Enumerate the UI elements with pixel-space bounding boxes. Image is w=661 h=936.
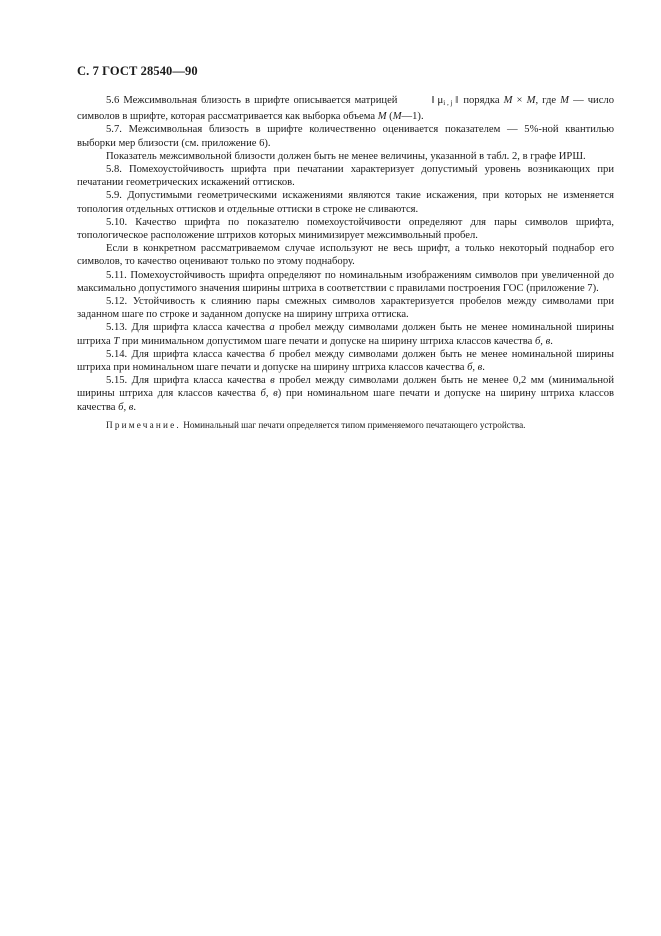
note-label: Примечание.	[106, 419, 181, 430]
note-text: Номинальный шаг печати определяется типом применяемого печатающего устройства.	[183, 419, 526, 430]
document-body	[77, 94, 614, 431]
paragraph-5-9: 5.9. Допустимыми геометрическими искажениями являются такие искажения, при которых не изменяется топология отдельных оттисков и отдельные оттиски в строке не сливаются.	[77, 190, 614, 215]
note	[77, 419, 614, 431]
paragraph-5-13: 5.13. Для шрифта класса качества а пробел между символами должен быть не менее номинальной ширины штриха T при минимальном допустимом шаге печати и допуске на ширину штриха классов качества б, в.	[77, 322, 614, 347]
paragraph-5-6: 5.6 Межсимвольная близость в шрифте описывается матрицей ‖ $\mu_{i , j}$ ‖ порядка M × M, где M — число символов в шрифте, которая рассматривается как выборка объема M (M—1).	[77, 94, 615, 123]
page-header: С. 7 ГОСТ 28540—90	[77, 64, 198, 78]
paragraph-5-11: 5.11. Помехоустойчивость шрифта определяют по номинальным изображениям символов при увеличенной до максимально допустимого значения ширины штриха в соответствии с правилами построения ГОС (приложение 7).	[77, 269, 614, 294]
paragraph-5-12: 5.12. Устойчивость к слиянию пары смежных символов характеризуется пробелов между символами при заданном шаге по строке и заданном допуске на ширину штриха оттиска.	[77, 296, 614, 321]
paragraph-5-7-b: Показатель межсимвольной близости должен быть не менее величины, указанной в табл. 2, в графе ИРШ.	[106, 150, 586, 162]
paragraph-5-7: 5.7. Межсимвольная близость в шрифте количественно оценивается показателем — 5%-ной квантилью выборки мер близости (см. приложение 6).	[77, 124, 614, 149]
paragraph-5-8: 5.8. Помехоустойчивость шрифта при печатании характеризует допустимый уровень возникающих при печатании геометрических искажений оттисков.	[77, 164, 614, 189]
paragraph-5-14: 5.14. Для шрифта класса качества б пробел между символами должен быть не менее номинальной ширины штриха при номинальном шаге печати и допуске на ширину штриха классов качества б, в.	[77, 348, 615, 374]
matrix-symbol: ‖ $\mu_{i , j}$ ‖	[431, 94, 459, 107]
paragraph-5-15: 5.15. Для шрифта класса качества в пробел между символами должен быть не менее 0,2 мм (минимальной ширины штриха для классов качества б, в) при номинальном шаге печати и допуске на ширину штриха классов качества б, в.	[77, 375, 615, 413]
paragraph-5-10: 5.10. Качество шрифта по показателю помехоустойчивости определяют для пары символов шрифта, топологическое расположение штрихов которых минимизирует межсимвольный пробел.	[77, 216, 614, 242]
paragraph-5-10-b: Если в конкретном рассматриваемом случае используют не весь шрифт, а только некоторый поднабор его символов, то качество оценивают только по этому поднабору.	[77, 243, 614, 268]
